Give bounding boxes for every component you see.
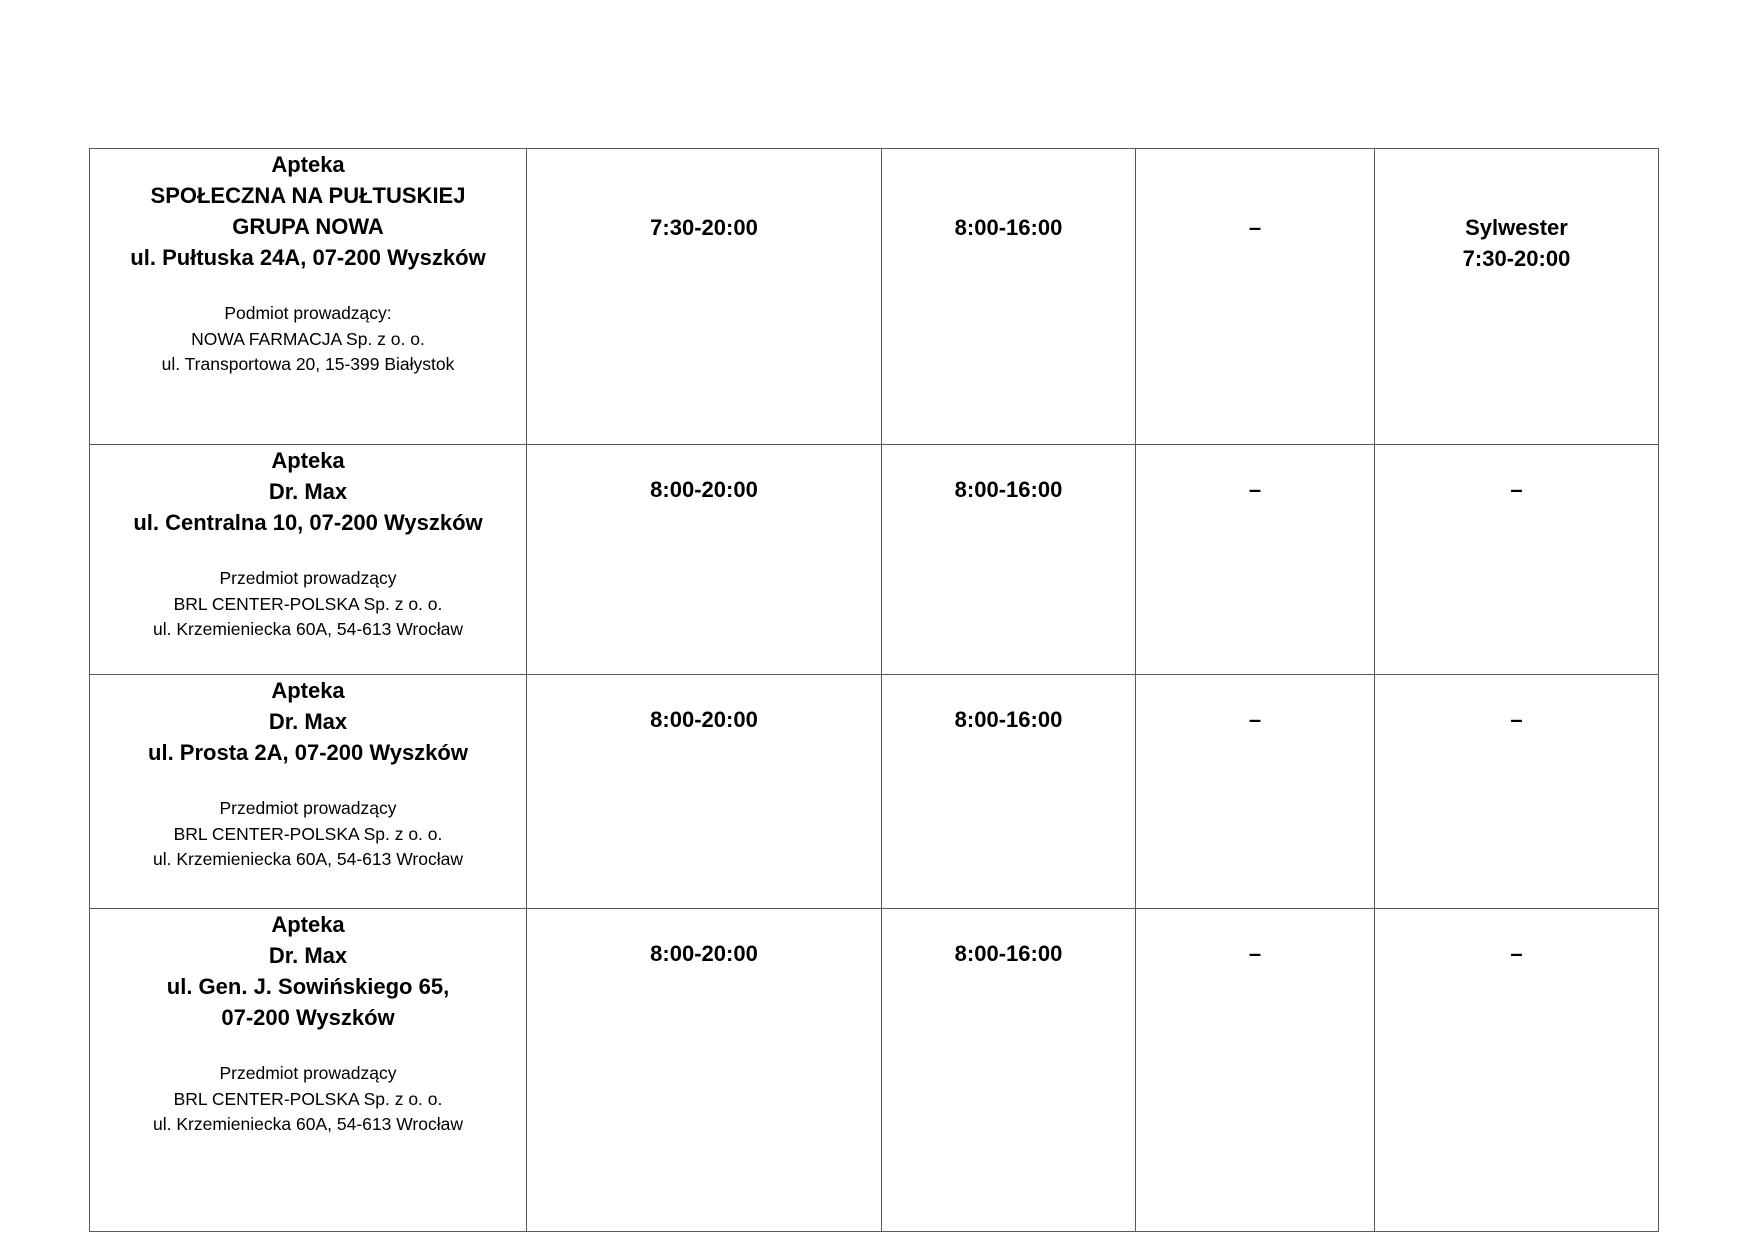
pharmacy-address: ul. Pułtuska 24A, 07-200 Wyszków [130,245,486,270]
operator-company: BRL CENTER-POLSKA Sp. z o. o. [173,593,443,614]
hours-cell [1136,445,1375,675]
hours-value: 8:00-20:00 [650,477,758,502]
operator-address: ul. Krzemieniecka 60A, 54-613 Wrocław [153,619,463,639]
hours-value: 8:00-16:00 [954,941,1063,966]
hours-cell [1375,445,1659,675]
pharmacy-address: ul. Prosta 2A, 07-200 Wyszków [148,740,468,765]
hours-value: – [1510,707,1523,732]
pharmacy-address: ul. Centralna 10, 07-200 Wyszków [133,510,483,535]
table-row [90,675,1659,909]
hours-value: 7:30-20:00 [650,215,758,240]
hours-cell [527,909,882,1232]
hours-value: – [1248,477,1262,502]
operator-label: Przedmiot prowadzący [219,798,397,818]
hours-cell [527,149,882,445]
hours-value: – [1248,707,1262,732]
operator-label: Przedmiot prowadzący [219,1063,397,1083]
pharmacy-cell [90,675,527,909]
operator-label: Przedmiot prowadzący [219,568,397,588]
pharmacy-type: Apteka [271,152,345,177]
pharmacy-type: Apteka [271,448,345,473]
operator-company: NOWA FARMACJA Sp. z o. o. [191,328,425,349]
operator-address: ul. Krzemieniecka 60A, 54-613 Wrocław [153,849,463,869]
pharmacy-cell [90,909,527,1232]
hours-value: – [1248,215,1262,240]
pharmacy-name: Dr. Max [268,479,348,504]
pharmacy-name: SPOŁECZNA NA PUŁTUSKIEJ [150,183,466,208]
hours-cell [527,675,882,909]
hours-value: 8:00-16:00 [954,477,1063,502]
hours-cell [882,909,1136,1232]
hours-value: – [1510,477,1523,502]
table-row [90,909,1659,1232]
hours-value: – [1510,941,1523,966]
pharmacy-cell [90,149,527,445]
pharmacy-schedule-table [89,148,1659,1232]
hours-value: 8:00-20:00 [650,941,758,966]
operator-label: Podmiot prowadzący: [224,303,392,323]
table-row [90,445,1659,675]
hours-cell [1375,675,1659,909]
hours-cell [882,149,1136,445]
pharmacy-type: Apteka [271,678,345,703]
pharmacy-cell [90,445,527,675]
pharmacy-address: ul. Gen. J. Sowińskiego 65, [166,974,450,999]
pharmacy-name: GRUPA NOWA [232,214,384,239]
hours-value: 8:00-16:00 [954,215,1063,240]
pharmacy-name: Dr. Max [268,943,348,968]
pharmacy-name: Dr. Max [268,709,348,734]
operator-address: ul. Transportowa 20, 15-399 Białystok [161,354,455,374]
hours-cell [527,445,882,675]
operator-address: ul. Krzemieniecka 60A, 54-613 Wrocław [153,1114,463,1134]
hours-cell [1375,149,1659,445]
operator-company: BRL CENTER-POLSKA Sp. z o. o. [173,1088,443,1109]
hours-cell [1375,909,1659,1232]
pharmacy-type: Apteka [271,912,345,937]
hours-value: 8:00-16:00 [954,707,1063,732]
operator-company: BRL CENTER-POLSKA Sp. z o. o. [173,823,443,844]
hours-value: – [1248,941,1262,966]
hours-cell [1136,675,1375,909]
hours-cell [1136,909,1375,1232]
hours-cell [1136,149,1375,445]
table-row [90,149,1659,445]
hours-value: 8:00-20:00 [650,707,758,732]
hours-value: 7:30-20:00 [1462,246,1571,271]
holiday-label: Sylwester [1465,215,1568,240]
pharmacy-address: 07-200 Wyszków [221,1005,395,1030]
hours-cell [882,445,1136,675]
hours-cell [882,675,1136,909]
